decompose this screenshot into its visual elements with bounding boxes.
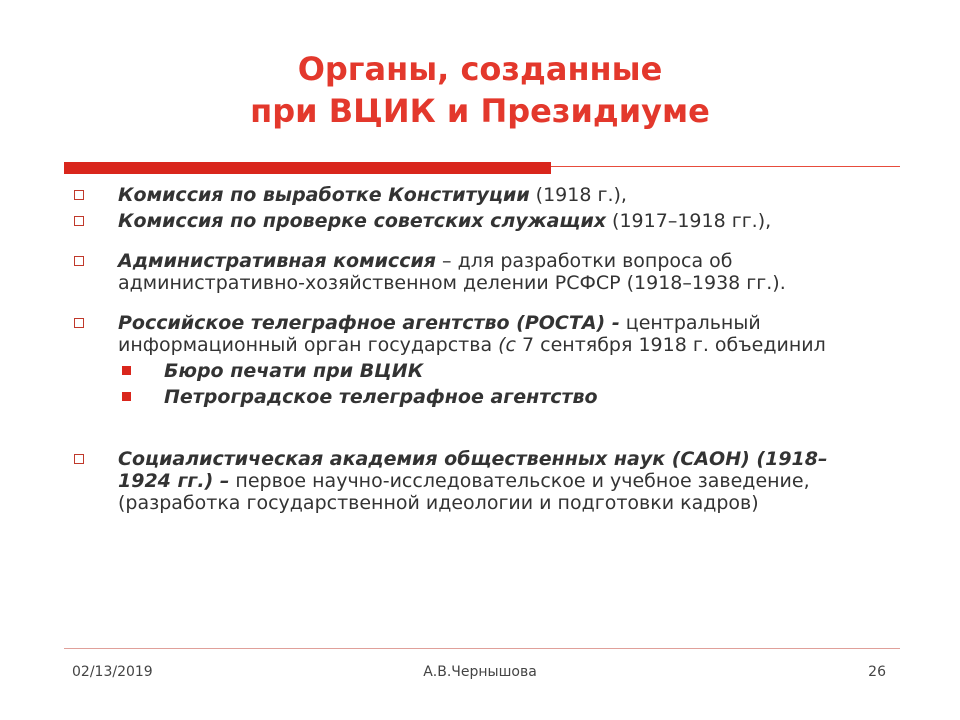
item-text: (1918 г.), <box>529 184 627 206</box>
footer-divider <box>64 648 900 649</box>
item-text: центральный информационный орган государства <box>118 312 761 356</box>
hollow-square-bullet-icon <box>74 216 84 226</box>
list-item <box>70 210 870 232</box>
item-title: Административная комиссия <box>118 250 436 272</box>
page-number: 26 <box>868 664 886 680</box>
sub-item-label: Петроградское телеграфное агентство <box>164 386 598 408</box>
hollow-square-bullet-icon <box>74 318 84 328</box>
title-line-1: Органы, созданные <box>297 50 663 88</box>
item-title: Российское телеграфное агентство (РОСТА) - <box>118 312 620 334</box>
item-text-italic: (с <box>498 334 516 356</box>
item-text-tail: 7 сентября 1918 г. объединил <box>515 334 826 356</box>
list-item <box>70 184 870 206</box>
list-item <box>70 448 870 514</box>
slide-body <box>70 184 870 514</box>
list-item <box>70 312 870 356</box>
hollow-square-bullet-icon <box>74 256 84 266</box>
title-underline-thick <box>64 162 551 174</box>
slide-title <box>0 48 960 132</box>
sub-list-item <box>70 386 870 408</box>
item-title: Комиссия по выработке Конституции <box>118 184 530 206</box>
sub-item-label: Бюро печати при ВЦИК <box>164 360 424 382</box>
footer-date: 02/13/2019 <box>72 664 153 680</box>
list-item <box>70 250 870 294</box>
footer-author: А.В.Чернышова <box>423 664 537 680</box>
item-text: – для разработки вопроса об административно-хозяйственном делении РСФСР (1918–1938 гг.). <box>118 250 786 294</box>
filled-square-bullet-icon <box>122 366 131 375</box>
hollow-square-bullet-icon <box>74 454 84 464</box>
title-line-2: при ВЦИК и Президиуме <box>250 92 710 130</box>
sub-list-item <box>70 360 870 382</box>
hollow-square-bullet-icon <box>74 190 84 200</box>
item-text: (1917–1918 гг.), <box>606 210 772 232</box>
item-text: первое научно-исследовательское и учебное заведение, (разработка государственной идеологии и подготовки кадров) <box>118 470 810 514</box>
item-title: Социалистическая академия общественных наук (САОН) (1918–1924 гг.) – <box>118 448 828 492</box>
item-title: Комиссия по проверке советских служащих <box>118 210 607 232</box>
filled-square-bullet-icon <box>122 392 131 401</box>
